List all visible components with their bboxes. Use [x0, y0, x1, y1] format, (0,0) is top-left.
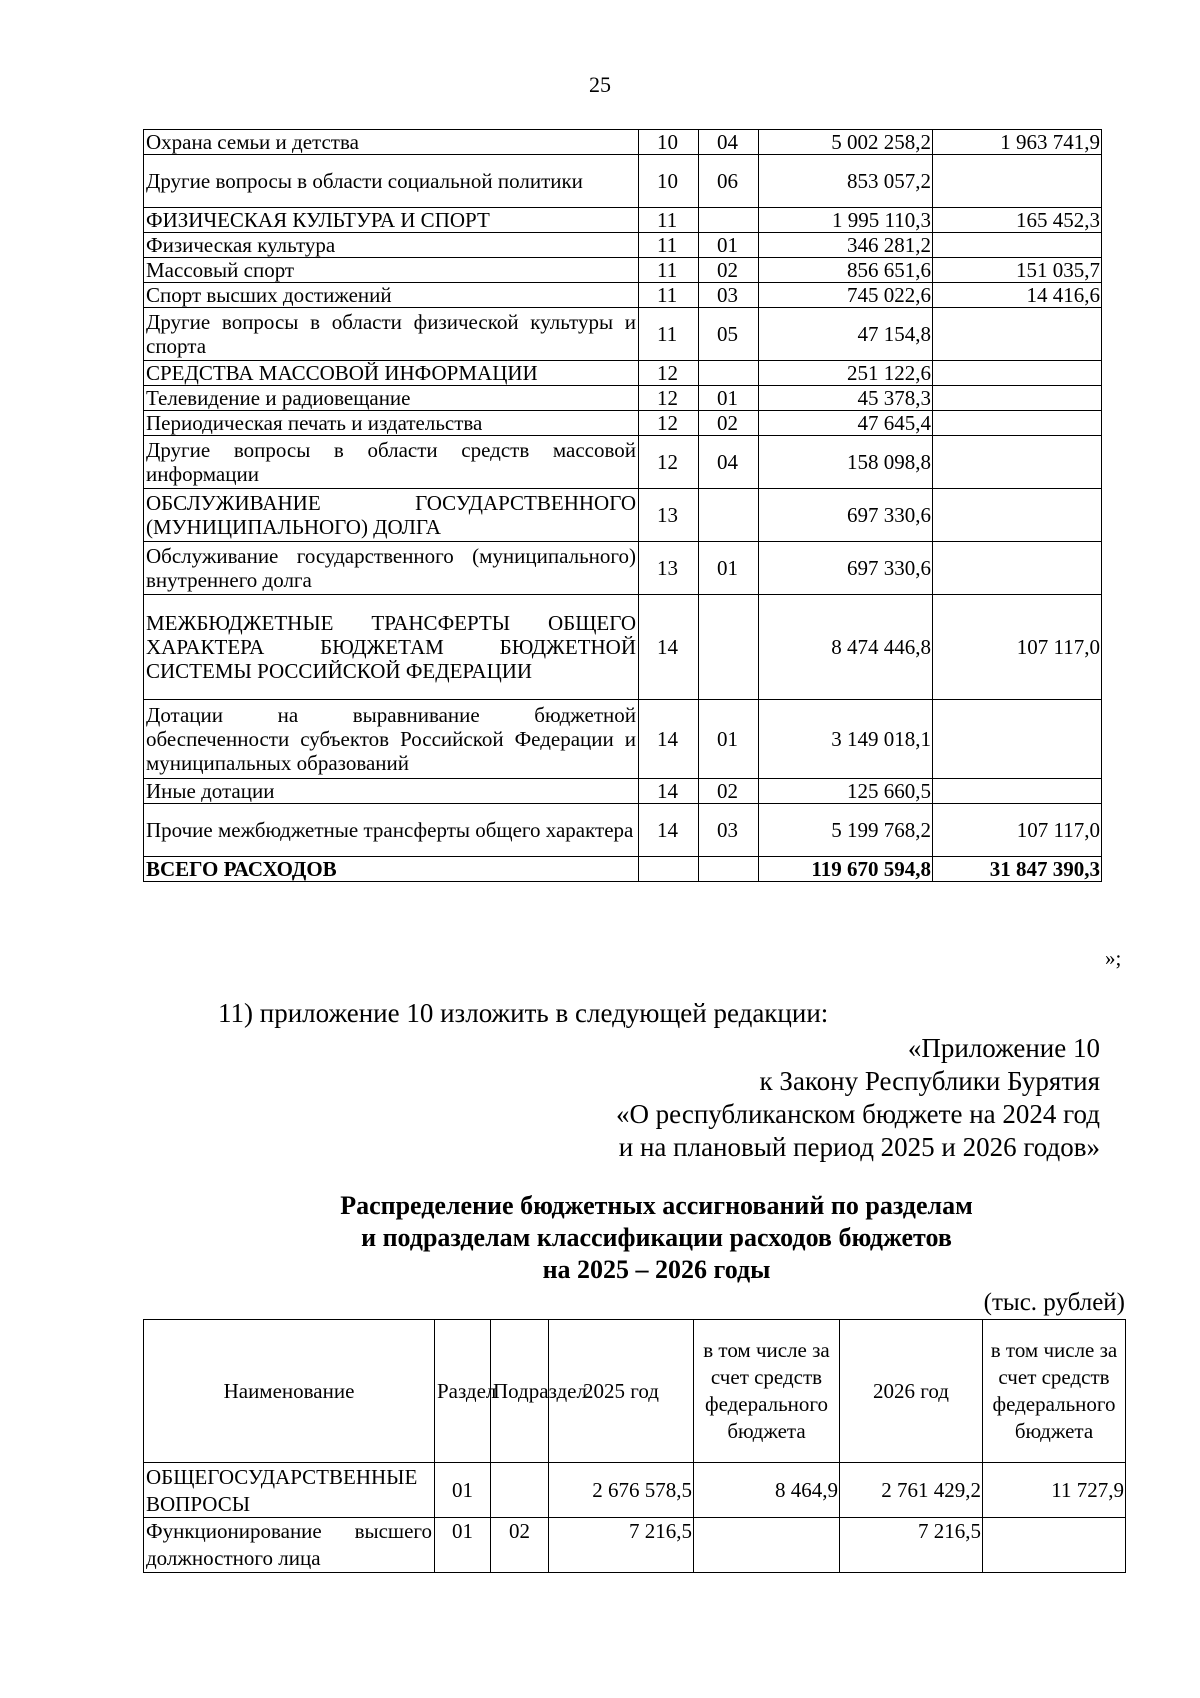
- row-subsection: [699, 489, 759, 542]
- row-total: 853 057,2: [759, 155, 933, 208]
- total-row: [144, 857, 1102, 882]
- row-total: 45 378,3: [759, 386, 933, 411]
- row-section: 12: [639, 411, 699, 436]
- row-subsection: 01: [699, 386, 759, 411]
- row-section: 12: [639, 386, 699, 411]
- table-row: [144, 489, 1102, 542]
- budget-table-top: [143, 129, 1102, 882]
- row-subsection: [699, 208, 759, 233]
- row-name: Периодическая печать и издательства: [144, 411, 639, 436]
- table-row: [144, 804, 1102, 857]
- row-name: Дотации на выравнивание бюджетной обеспеченности субъектов Российской Федерации и муниципальных образований: [144, 700, 639, 779]
- row-name: Спорт высших достижений: [144, 283, 639, 308]
- header-year-2026: 2026 год: [840, 1320, 983, 1463]
- closing-quote: »;: [1105, 946, 1122, 970]
- row-total: 5 002 258,2: [759, 130, 933, 155]
- row-total: 346 281,2: [759, 233, 933, 258]
- row-name: [144, 1463, 435, 1518]
- row-total: 158 098,8: [759, 436, 933, 489]
- appendix-line: и на плановый период 2025 и 2026 годов»: [618, 1132, 1100, 1162]
- row-subsection: 02: [699, 411, 759, 436]
- table-row: [144, 258, 1102, 283]
- row-federal: 107 117,0: [933, 595, 1102, 700]
- units-label: (тыс. рублей): [983, 1289, 1125, 1316]
- row-name: МЕЖБЮДЖЕТНЫЕ ТРАНСФЕРТЫ ОБЩЕГО ХАРАКТЕРА БЮДЖЕТАМ БЮДЖЕТНОЙ СИСТЕМЫ РОССИЙСКОЙ ФЕДЕРАЦИИ: [144, 595, 639, 700]
- row-name: Массовый спорт: [144, 258, 639, 283]
- row-name: Охрана семьи и детства: [144, 130, 639, 155]
- row-name: Обслуживание государственного (муниципального) внутреннего долга: [144, 542, 639, 595]
- row-subsection: 01: [699, 700, 759, 779]
- row-section: 10: [639, 130, 699, 155]
- row-2025: 7 216,5: [549, 1518, 694, 1573]
- row-name: Телевидение и радиовещание: [144, 386, 639, 411]
- row-subsection: 05: [699, 308, 759, 361]
- row-section: 11: [639, 233, 699, 258]
- row-section: 14: [639, 700, 699, 779]
- header-section: Раздел: [435, 1320, 491, 1463]
- row-total: 1 995 110,3: [759, 208, 933, 233]
- total-amount: 119 670 594,8: [759, 857, 933, 882]
- row-federal: [933, 411, 1102, 436]
- table-row: [144, 233, 1102, 258]
- row-federal-2025: 8 464,9: [694, 1463, 840, 1518]
- table-row: [144, 595, 1102, 700]
- row-federal: [933, 700, 1102, 779]
- title-line: на 2025 – 2026 годы: [542, 1255, 771, 1284]
- row-federal: [933, 308, 1102, 361]
- appendix-line: к Закону Республики Бурятия: [759, 1066, 1100, 1096]
- row-section: 14: [639, 595, 699, 700]
- row-section: 01: [435, 1463, 491, 1518]
- page-number: 25: [589, 72, 611, 97]
- row-name: Другие вопросы в области средств массовой информации: [144, 436, 639, 489]
- row-federal: [933, 489, 1102, 542]
- title-line: и подразделам классификации расходов бюджетов: [361, 1223, 952, 1252]
- row-total: 856 651,6: [759, 258, 933, 283]
- row-2026: 7 216,5: [840, 1518, 983, 1573]
- row-subsection: 04: [699, 436, 759, 489]
- table-row: [144, 436, 1102, 489]
- table-row: [144, 308, 1102, 361]
- row-subsection: [699, 595, 759, 700]
- row-subsection: [699, 361, 759, 386]
- table-row: [144, 208, 1102, 233]
- row-name: [144, 1518, 435, 1573]
- row-total: 697 330,6: [759, 542, 933, 595]
- row-total: 745 022,6: [759, 283, 933, 308]
- header-subsection: Подраздел: [491, 1320, 549, 1463]
- row-federal: 1 963 741,9: [933, 130, 1102, 155]
- row-subsection: 03: [699, 804, 759, 857]
- table-row: [144, 779, 1102, 804]
- row-federal: [933, 233, 1102, 258]
- row-subsection: 03: [699, 283, 759, 308]
- header-federal-2026: в том числе за счет средств федерального бюджета: [983, 1320, 1126, 1463]
- row-section: 11: [639, 308, 699, 361]
- row-section: 10: [639, 155, 699, 208]
- row-federal: [933, 386, 1102, 411]
- row-name-text: ОБЩЕГОСУДАРСТВЕННЫЕ ВОПРОСЫ: [146, 1464, 418, 1516]
- row-total: 47 154,8: [759, 308, 933, 361]
- row-section: 01: [435, 1518, 491, 1573]
- total-federal: 31 847 390,3: [933, 857, 1102, 882]
- header-year-2025: 2025 год: [549, 1320, 694, 1463]
- empty-cell: [699, 857, 759, 882]
- row-federal-2026: [983, 1518, 1126, 1573]
- row-section: 11: [639, 283, 699, 308]
- row-name: Другие вопросы в области социальной политики: [144, 155, 639, 208]
- row-2026: 2 761 429,2: [840, 1463, 983, 1518]
- row-name: СРЕДСТВА МАССОВОЙ ИНФОРМАЦИИ: [144, 361, 639, 386]
- amendment-paragraph: 11) приложение 10 изложить в следующей редакции:: [218, 998, 829, 1028]
- row-2025: 2 676 578,5: [549, 1463, 694, 1518]
- row-federal-2025: [694, 1518, 840, 1573]
- row-name: ОБСЛУЖИВАНИЕ ГОСУДАРСТВЕННОГО (МУНИЦИПАЛЬНОГО) ДОЛГА: [144, 489, 639, 542]
- row-section: 13: [639, 489, 699, 542]
- row-section: 14: [639, 779, 699, 804]
- row-subsection: 06: [699, 155, 759, 208]
- table-row: [144, 386, 1102, 411]
- row-subsection: 02: [699, 779, 759, 804]
- row-federal: 165 452,3: [933, 208, 1102, 233]
- row-federal: [933, 436, 1102, 489]
- table-row: [144, 361, 1102, 386]
- appendix-line: «Приложение 10: [907, 1033, 1100, 1063]
- row-total: 3 149 018,1: [759, 700, 933, 779]
- document-title: [143, 1190, 1170, 1286]
- table-row: [144, 700, 1102, 779]
- row-total: 47 645,4: [759, 411, 933, 436]
- total-label: ВСЕГО РАСХОДОВ: [144, 857, 639, 882]
- row-federal: [933, 361, 1102, 386]
- row-subsection: 01: [699, 233, 759, 258]
- budget-table-bottom: [143, 1319, 1126, 1573]
- table-row: [144, 1463, 1126, 1518]
- row-subsection: 02: [491, 1518, 549, 1573]
- table-row: [144, 542, 1102, 595]
- row-subsection: 04: [699, 130, 759, 155]
- row-total: 125 660,5: [759, 779, 933, 804]
- row-total: 251 122,6: [759, 361, 933, 386]
- row-name-text: Функционирование высшего должностного лица: [146, 1519, 432, 1570]
- row-section: 11: [639, 258, 699, 283]
- row-subsection: 02: [699, 258, 759, 283]
- row-name: Прочие межбюджетные трансферты общего характера: [144, 804, 639, 857]
- row-subsection: [491, 1463, 549, 1518]
- table-row: [144, 1518, 1126, 1573]
- row-section: 14: [639, 804, 699, 857]
- row-total: 5 199 768,2: [759, 804, 933, 857]
- row-total: 697 330,6: [759, 489, 933, 542]
- title-line: Распределение бюджетных ассигнований по разделам: [340, 1191, 973, 1220]
- appendix-line: «О республиканском бюджете на 2024 год: [615, 1099, 1100, 1129]
- row-name: Другие вопросы в области физической культуры и спорта: [144, 308, 639, 361]
- row-federal: 151 035,7: [933, 258, 1102, 283]
- row-section: 13: [639, 542, 699, 595]
- header-name: Наименование: [144, 1320, 435, 1463]
- row-name: Физическая культура: [144, 233, 639, 258]
- row-name: Иные дотации: [144, 779, 639, 804]
- row-section: 12: [639, 361, 699, 386]
- header-federal-2025: в том числе за счет средств федерального бюджета: [694, 1320, 840, 1463]
- appendix-header: [500, 1032, 1100, 1164]
- table-row: [144, 283, 1102, 308]
- row-section: 11: [639, 208, 699, 233]
- row-federal: [933, 155, 1102, 208]
- row-federal: 14 416,6: [933, 283, 1102, 308]
- row-federal: [933, 542, 1102, 595]
- empty-cell: [639, 857, 699, 882]
- row-name: ФИЗИЧЕСКАЯ КУЛЬТУРА И СПОРТ: [144, 208, 639, 233]
- row-total: 8 474 446,8: [759, 595, 933, 700]
- table-row: [144, 130, 1102, 155]
- table-row: [144, 411, 1102, 436]
- row-federal: [933, 779, 1102, 804]
- row-federal-2026: 11 727,9: [983, 1463, 1126, 1518]
- row-subsection: 01: [699, 542, 759, 595]
- table-row: [144, 155, 1102, 208]
- row-section: 12: [639, 436, 699, 489]
- row-federal: 107 117,0: [933, 804, 1102, 857]
